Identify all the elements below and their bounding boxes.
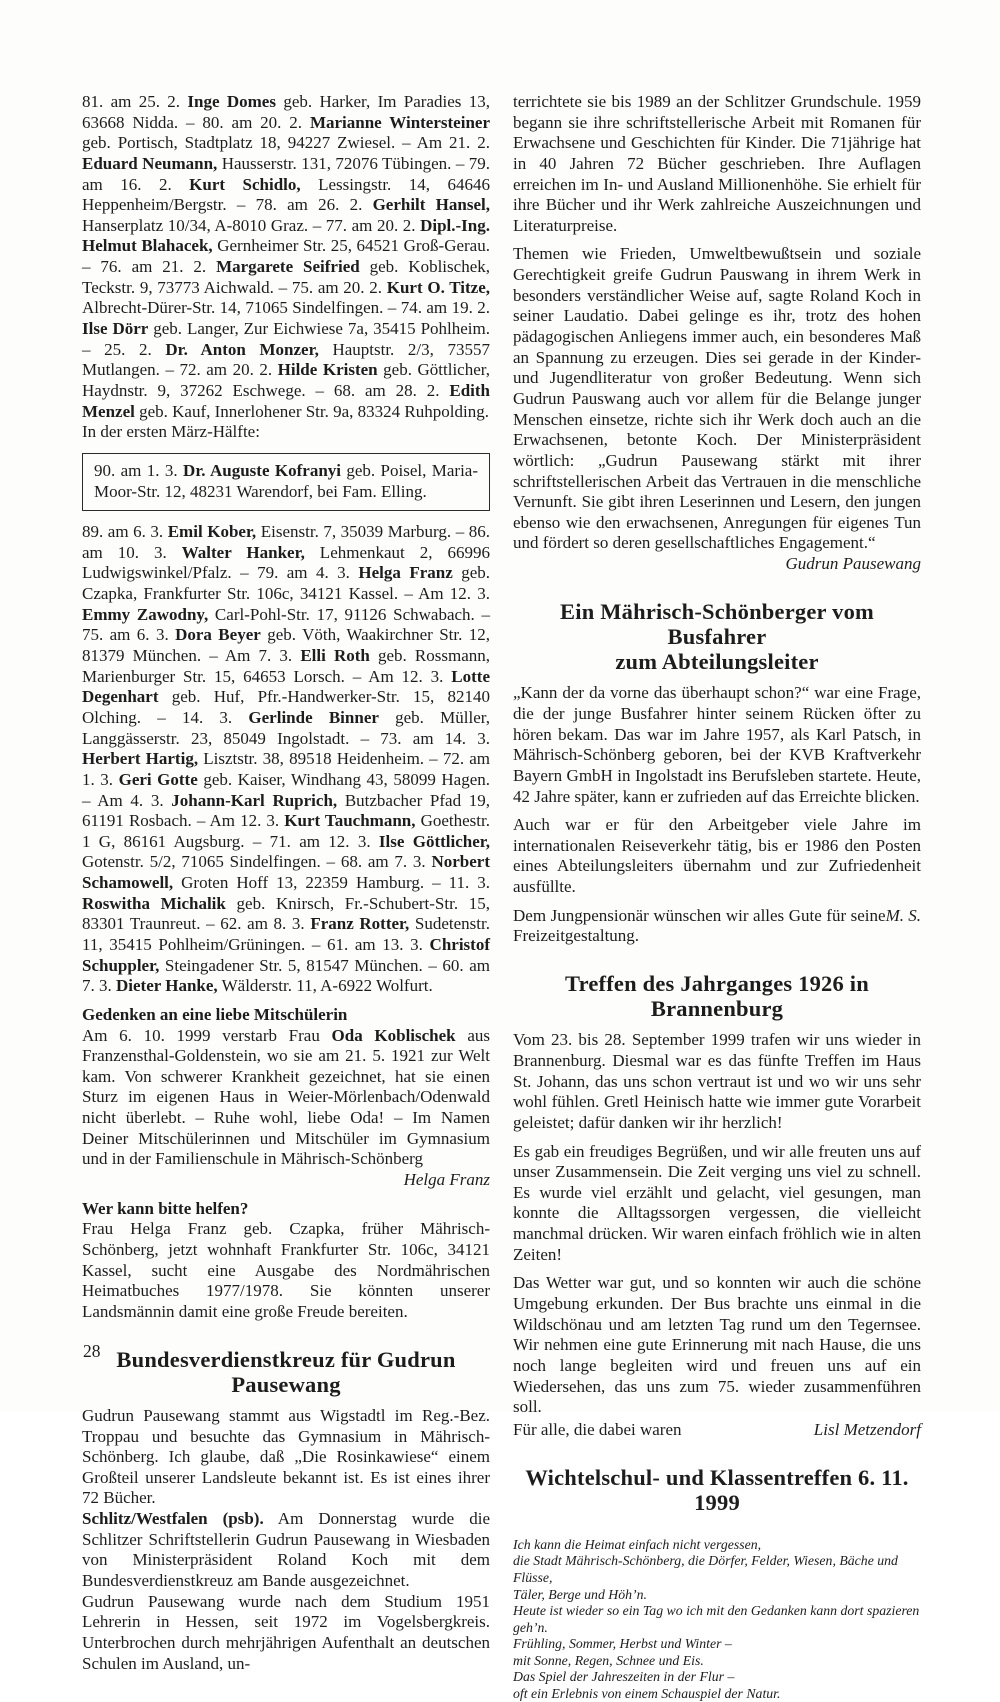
pausewang-continuation-2: Themen wie Frieden, Umweltbewußtsein und soziale Gerechtigkeit greife Gudrun Pauswang in ihrem Werk in besonders verständlicher Weise auf, sagte Roland Koch in seiner Laudatio. Dabei gelinge es ihr, trotz des hohen pädagogischen Anliegens immer auch, ein besonderes Maß an Spannung zu erzeugen. Dies sei gerade in der Kinder- und Jugendliteratur von großer Bedeutung. Wenn sich Gudrun Pauswang auch vor allem für die Belange junger Menschen einsetze, richte sich ihr Werk doch auch an die Erwachsenen, betonte Koch. Der Ministerpräsident wörtlich: „Gudrun Pausewang stärkt mit ihrer schriftstellerischen Arbeit das Vertrauen in die menschliche Vernunft. Sie gibt ihren Leserinnen und Lesern, den jungen ebenso wie den erwachsenen, Anregungen für eigenes Tun und fördert so deren gesellschaftliches Engagement.“ <box>513 244 921 553</box>
right-column <box>513 92 921 1702</box>
pausewang-paragraph-1: Gudrun Pausewang stammt aus Wigstadtl im Reg.-Bez. Troppau und besuchte das Gymnasium in Mährisch-Schönberg. Ich glaube, daß „Die Rosinkawiese“ einem Großteil unserer Landsleute bekannt ist. Es ist eines ihrer 72 Bücher. <box>82 1405 490 1508</box>
pausewang-signature: Gudrun Pausewang <box>785 554 921 574</box>
memorial-signature: Helga Franz <box>403 1170 490 1190</box>
march-intro-line: In der ersten März-Hälfte: <box>82 422 260 442</box>
busfahrer-paragraph-1: „Kann der da vorne das überhaupt schon?“ war eine Frage, die der junge Busfahrer hinter seinem Rücken öfter zu hören bekam. Das war im Jahre 1957, als Karl Patsch, in Mährisch-Schönberg geboren, bei der KVB Kraftverkehr Bayern GmbH in Ingolstadt ins Berufsleben startete. Heute, 42 Jahre später, kann er zufrieden auf das Erreichte blicken. <box>513 683 921 806</box>
brannenburg-paragraph-1: Vom 23. bis 28. September 1999 trafen wir uns wieder in Brannenburg. Diesmal war es das fünfte Treffen im Haus St. Johann, das uns schon vertraut ist und wo wir uns sehr wohl fühlen. Gretl Heinisch hatte wie immer gute Vorarbeit geleistet; dafür danken wir ihr herzlich! <box>513 1030 921 1132</box>
brannenburg-signature: Lisl Metzendorf <box>813 1419 921 1439</box>
birthday-list-february: 81. am 25. 2. Inge Domes geb. Harker, Im Paradies 13, 63668 Nidda. – 80. am 20. 2. Marianne Wintersteiner geb. Portisch, Stadtplatz 18, 94227 Zwiesel. – Am 21. 2. Eduard Neumann, Hausserstr. 131, 72076 Tübingen. – 79. am 16. 2. Kurt Schidlo, Lessingstr. 14, 64646 Heppenheim/Bergstr. – 78. am 26. 2. Gerhilt Hansel, Hanserplatz 10/34, A-8010 Graz. – 77. am 20. 2. Dipl.-Ing. Helmut Blahacek, Gernheimer Str. 25, 64521 Groß-Gerau. – 76. am 21. 2. Margarete Seifried geb. Koblischek, Teckstr. 9, 73773 Aichwald. – 75. am 20. 2. Kurt O. Titze, Albrecht-Dürer-Str. 14, 71065 Sindelfingen. – 74. am 19. 2. Ilse Dörr geb. Langer, Zur Eichwiese 7a, 35415 Pohlheim. – 25. 2. Dr. Anton Monzer, Hauptstr. 2/3, 73557 Mutlangen. – 72. am 20. 2. Hilde Kristen geb. Göttlicher, Haydnstr. 9, 37262 Eschwege. – 68. am 28. 2. Edith Menzel geb. Kauf, Innerlohener Str. 9a, 83324 Ruhpolding. <box>82 92 490 421</box>
brannenburg-closing-line <box>513 1420 921 1441</box>
brannenburg-paragraph-3: Das Wetter war gut, und so konnten wir auch die schöne Umgebung erkunden. Der Bus brachte uns einmal in die Wildschönau und am letzten Tag rund um den Tegernsee. Wir nehmen eine gute Erinnerung mit nach Hause, die uns noch lange begleiten wird und freuen uns auf ein Wiedersehen, das uns zum 75. wieder zusammenführen soll. <box>513 1273 921 1417</box>
heimat-poem: Ich kann die Heimat einfach nicht vergessen, die Stadt Mährisch-Schönberg, die Dörfer, Felder, Wiesen, Bäche und Flüsse, Täler, Berge und Höh’n. Heute ist wieder so ein Tag wo ich mit den Gedanken kann dort spazieren geh’n. Frühling, Sommer, Herbst und Winter – mit Sonne, Regen, Schnee und Eis. Das Spiel der Jahreszeiten in der Flur – oft ein Erlebnis von einem Schauspiel der Natur. <box>513 1536 920 1701</box>
pausewang-paragraph-3: Gudrun Pausewang wurde nach dem Studium 1951 Lehrerin in Hessen, seit 1972 im Vogelsbergkreis. Unterbrochen durch mehrjährigen Aufenthalt an deutschen Schulen im Ausland, un- <box>82 1591 490 1673</box>
wichtelschul-article-heading: Wichtelschul- und Klassentreffen 6. 11. 1999 <box>525 1464 909 1515</box>
two-column-layout <box>82 92 922 1702</box>
birthday-list-march: 89. am 6. 3. Emil Kober, Eisenstr. 7, 35039 Marburg. – 86. am 10. 3. Walter Hanker, Lehmenkaut 2, 66996 Ludwigswinkel/Pfalz. – 79. am 4. 3. Helga Franz geb. Czapka, Frankfurter Str. 106c, 34121 Kassel. – Am 12. 3. Emmy Zawodny, Carl-Pohl-Str. 17, 91126 Schwabach. – 75. am 6. 3. Dora Beyer geb. Vöth, Waakirchner Str. 12, 81379 München. – Am 7. 3. Elli Roth geb. Rossmann, Marienburger Str. 15, 64653 Lorsch. – Am 12. 3. Lotte Degenhart geb. Huf, Pfr.-Handwerker-Str. 15, 82140 Olching. – 14. 3. Gerlinde Binner geb. Müller, Langgässerstr. 23, 85049 Ingolstadt. – 73. am 14. 3. Herbert Hartig, Lisztstr. 38, 89518 Heidenheim. – 72. am 1. 3. Geri Gotte geb. Kaiser, Windhang 43, 58099 Hagen. – Am 4. 3. Johann-Karl Ruprich, Butzbacher Pfad 19, 61191 Rosbach. – Am 12. 3. Kurt Tauchmann, Goethestr. 1 G, 86161 Augsburg. – 71. am 12. 3. Ilse Göttlicher, Gotenstr. 5/2, 71065 Sindelfingen. – 68. am 7. 3. Norbert Schamowell, Groten Hoff 13, 22359 Hamburg. – 11. 3. Roswitha Michalik geb. Knirsch, Fr.-Schubert-Str. 15, 83301 Traunreut. – 62. am 8. 3. Franz Rotter, Sudetenstr. 11, 35415 Pohlheim/Grüningen. – 61. am 13. 3. Christof Schuppler, Steingadener Str. 5, 81547 München. – 60. am 7. 3. Dieter Hanke, Wälderstr. 11, A-6922 Wolfurt. <box>82 522 491 996</box>
brannenburg-paragraph-2: Es gab ein freudiges Begrüßen, und wir alle freuten uns auf unser Zusammensein. Die Zeit verging uns viel zu schnell. Es wurde viel erzählt und gelacht, viel gesungen, man konnte die Alltagssorgen vergessen, die vielleicht manchmal drücken. Wir waren einfach fröhlich wie in alten Zeiten! <box>513 1141 921 1264</box>
busfahrer-signature: M. S. <box>885 905 921 925</box>
left-column <box>82 92 490 1702</box>
busfahrer-paragraph-2: Auch war er für den Arbeitgeber viele Jahre im internationalen Reiseverkehr tätig, bis er 1986 den Posten eines Abteilungsleiters übernahm und zur Zufriedenheit ausfüllte. <box>513 815 921 897</box>
boxed-birthday-text: 90. am 1. 3. Dr. Auguste Kofranyi geb. Poisel, Maria-Moor-Str. 12, 48231 Warendorf, bei Fam. Elling. <box>94 460 478 501</box>
brannenburg-article-heading: Treffen des Jahrganges 1926 in Brannenburg <box>565 970 869 1022</box>
pausewang-continuation-1: terrichtete sie bis 1989 an der Schlitzer Grundschule. 1959 begann sie ihre schriftstellerische Arbeit mit Romanen für Erwachsene und Geschichten für Kinder. Die 71jährige hat in 40 Jahren 72 Bücher geschrieben. Ihre Auflagen erreichen im In- und Ausland Millionenhöhe. Sie erhielt für ihre Bücher und ihr Werk zahlreiche Auszeichnungen und Literaturpreise. <box>513 92 921 235</box>
busfahrer-article-heading <box>513 599 921 675</box>
busfahrer-paragraph-3 <box>513 906 921 947</box>
boxed-birthday-entry <box>82 453 490 511</box>
busfahrer-heading-line1: Ein Mährisch-Schönberger vom Busfahrer <box>560 598 874 649</box>
help-request-body: Frau Helga Franz geb. Czapka, früher Mährisch-Schönberg, jetzt wohnhaft Frankfurter Str. 106c, 34121 Kassel, sucht eine Ausgabe des Nordmährischen Heimatbuches 1977/1978. Sie könnten unserer Landsmännin damit eine große Freude bereiten. <box>82 1219 490 1321</box>
help-request-heading: Wer kann bitte helfen? <box>82 1198 249 1218</box>
busfahrer-heading-line2: zum Abteilungsleiter <box>615 649 819 675</box>
pausewang-article-heading: Bundesverdienstkreuz für Gudrun Pausewang <box>116 1346 456 1397</box>
memorial-heading: Gedenken an eine liebe Mitschülerin <box>82 1004 348 1024</box>
busfahrer-paragraph-3-text: Dem Jungpensionär wünschen wir alles Gute für seine Freizeitgestaltung. <box>513 905 886 946</box>
page-number: 28 <box>83 1341 101 1361</box>
pausewang-paragraph-2: Schlitz/Westfalen (psb). Am Donnerstag wurde die Schlitzer Schriftstellerin Gudrun Pausewang in Wiesbaden von Ministerpräsident Roland Koch mit dem Bundesverdienstkreuz am Bande ausgezeichnet. <box>82 1509 490 1591</box>
brannenburg-closing-text: Für alle, die dabei waren <box>513 1419 682 1439</box>
memorial-body: Am 6. 10. 1999 verstarb Frau Oda Koblischek aus Franzensthal-Goldenstein, wo sie am 21. 5. 1921 zur Welt kam. Von schwerer Krankheit gezeichnet, hat sie einen Sturz im eigenen Haus in Weier-Mörlenbach/Odenwald nicht überlebt. – Ruhe wohl, liebe Oda! – Im Namen Deiner Mitschülerinnen und Mitschüler im Gymnasium und in der Familienschule in Mährisch-Schönberg <box>82 1025 490 1169</box>
